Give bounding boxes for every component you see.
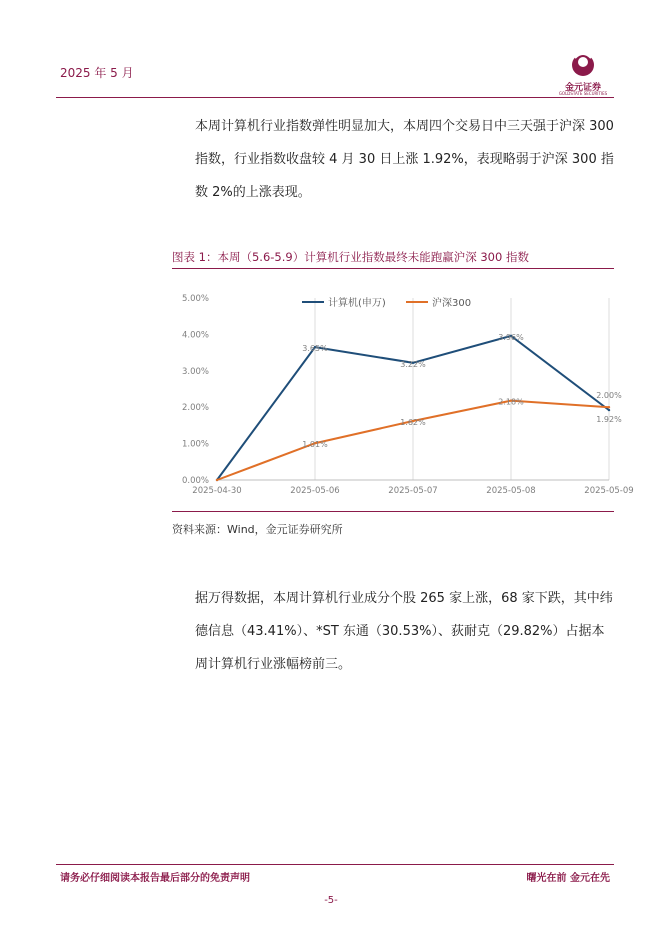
chart-svg bbox=[172, 282, 634, 508]
x-tick-label: 2025-05-09 bbox=[584, 486, 634, 496]
company-logo bbox=[548, 52, 618, 96]
legend-label: 沪深300 bbox=[432, 298, 472, 309]
y-tick-label: 0.00% bbox=[181, 476, 209, 486]
data-label: 2.00% bbox=[596, 391, 622, 401]
x-tick-label: 2025-04-30 bbox=[192, 486, 242, 496]
data-label: 1.92% bbox=[596, 415, 622, 425]
footer-slogan: 曙光在前 金元在先 bbox=[526, 873, 610, 884]
data-label: 1.62% bbox=[400, 418, 426, 428]
footer-divider bbox=[56, 864, 614, 865]
y-tick-label: 4.00% bbox=[181, 330, 209, 341]
x-tick-label: 2025-05-08 bbox=[486, 486, 536, 496]
figure-caption: 图表 1：本周（5.6-5.9）计算机行业指数最终未能跑赢沪深 300 指数 bbox=[172, 250, 529, 264]
footer-disclaimer: 请务必仔细阅读本报告最后部分的免责声明 bbox=[60, 873, 250, 884]
logo-mark-icon bbox=[548, 52, 618, 80]
logo-english: GOLDSTATE SECURITIES bbox=[558, 91, 608, 96]
legend-label: 计算机(申万) bbox=[328, 298, 386, 309]
data-label: 3.96% bbox=[498, 332, 524, 342]
paragraph-summary: 本周计算机行业指数弹性明显加大，本周四个交易日中三天强于沪深 300 指数，行业指数收盘较 4 月 30 日上涨 1.92%，表现略弱于沪深 300 指数 2%的上涨表现。 bbox=[195, 119, 614, 200]
y-tick-label: 1.00% bbox=[181, 439, 209, 450]
data-label: 2.18% bbox=[498, 397, 524, 407]
data-point bbox=[608, 409, 610, 411]
data-label: 1.01% bbox=[302, 440, 328, 450]
data-point bbox=[608, 406, 610, 408]
x-tick-label: 2025-05-07 bbox=[388, 486, 438, 496]
logo-name: 金元证券 bbox=[564, 83, 601, 93]
figure-source: 资料来源：Wind，金元证券研究所 bbox=[172, 523, 343, 536]
report-date: 2025 年 5 月 bbox=[60, 66, 134, 80]
page-number: -5- bbox=[324, 895, 338, 906]
data-label: 3.65% bbox=[302, 344, 328, 354]
x-tick-label: 2025-05-06 bbox=[290, 486, 340, 496]
data-point bbox=[216, 479, 218, 481]
data-label: 3.22% bbox=[400, 359, 426, 369]
header-divider bbox=[56, 97, 614, 98]
paragraph-stocks: 据万得数据，本周计算机行业成分个股 265 家上涨，68 家下跌，其中纬德信息（43.41%）、*ST 东通（30.53%）、荻耐克（29.82%）占据本周计算机行业涨幅榜前三。 bbox=[195, 591, 613, 672]
figure-top-divider bbox=[172, 268, 614, 269]
y-tick-label: 5.00% bbox=[181, 294, 209, 304]
figure-bottom-divider bbox=[172, 511, 614, 512]
y-tick-label: 3.00% bbox=[181, 366, 209, 377]
line-chart bbox=[172, 282, 634, 508]
y-tick-label: 2.00% bbox=[181, 403, 209, 414]
